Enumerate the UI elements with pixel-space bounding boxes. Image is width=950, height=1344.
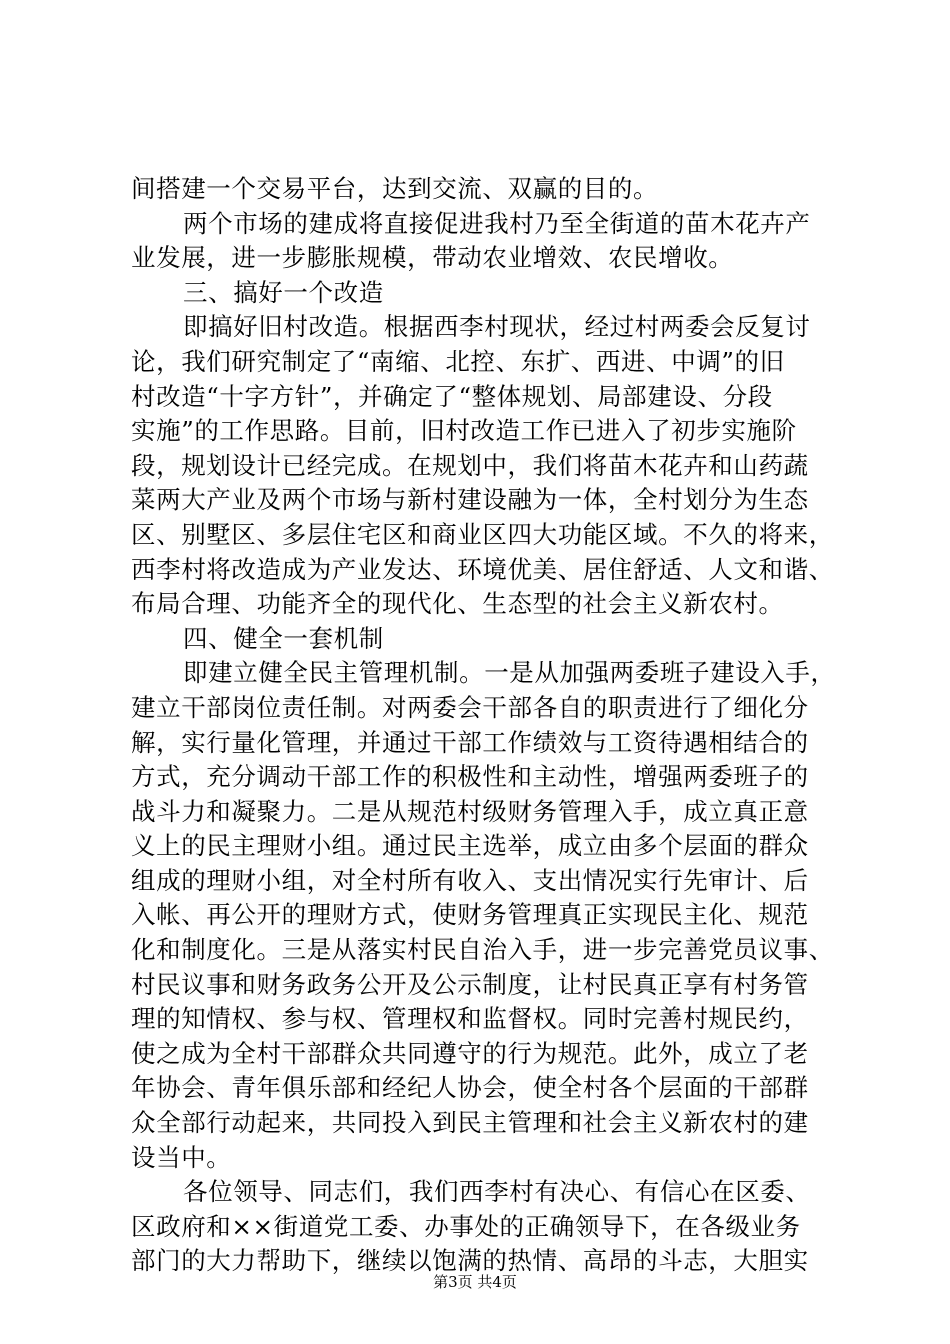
document-body [131,172,836,1279]
text-line: 即建立健全民主管理机制。一是从加强两委班子建设入手， [183,658,836,688]
text-line: 设当中。 [131,1142,232,1172]
text-line: 西李村将改造成为产业发达、环境优美、居住舒适、人文和谐、 [131,554,834,584]
text-line: 理的知情权、参与权、管理权和监督权。同时完善村规民约， [131,1004,809,1034]
text-line: 义上的民主理财小组。通过民主选举，成立由多个层面的群众 [131,831,809,861]
page-footer: 第3页 共4页 [433,1273,517,1291]
text-line: 建立干部岗位责任制。对两委会干部各自的职责进行了细化分 [131,692,809,722]
text-line: 间搭建一个交易平台，达到交流、双赢的目的。 [131,174,659,203]
text-line: 三、搞好一个改造 [183,277,384,307]
text-line: 区、别墅区、多层住宅区和商业区四大功能区域。不久的将来， [131,519,834,549]
text-line: 即搞好旧村改造。根据西李村现状，经过村两委会反复讨 [183,312,811,342]
text-line: 解，实行量化管理，并通过干部工作绩效与工资待遇相结合的 [131,727,809,757]
text-line: 入帐、再公开的理财方式，使财务管理真正实现民主化、规范 [131,900,809,930]
text-line: 四、健全一套机制 [183,623,384,653]
text-line: 战斗力和凝聚力。二是从规范村级财务管理入手，成立真正意 [131,796,809,826]
text-line: 两个市场的建成将直接促进我村乃至全街道的苗木花卉产 [183,208,811,238]
text-line: 段，规划设计已经完成。在规划中，我们将苗木花卉和山药蔬 [131,450,809,480]
text-line: 实施”的工作思路。目前，旧村改造工作已进入了初步实施阶 [131,416,797,446]
text-line: 年协会、青年俱乐部和经纪人协会，使全村各个层面的干部群 [131,1073,809,1103]
text-line: 菜两大产业及两个市场与新村建设融为一体，全村划分为生态 [131,485,809,515]
text-line: 论，我们研究制定了“南缩、北控、东扩、西进、中调”的旧 [131,346,785,376]
text-line: 业发展，进一步膨胀规模，带动农业增效、农民增收。 [131,243,734,273]
text-line: 各位领导、同志们，我们西李村有决心、有信心在区委、 [183,1177,811,1207]
text-line: 村民议事和财务政务公开及公示制度，让村民真正享有村务管 [131,969,809,999]
text-line: 使之成为全村干部群众共同遵守的行为规范。此外，成立了老 [131,1038,809,1068]
text-line: 化和制度化。三是从落实村民自治入手，进一步完善党员议事、 [131,935,834,965]
text-line: 部门的大力帮助下，继续以饱满的热情、高昂的斗志，大胆实 [131,1246,809,1276]
text-line: 区政府和××街道党工委、办事处的正确领导下，在各级业务 [131,1211,801,1241]
text-line: 村改造“十字方针”，并确定了“整体规划、局部建设、分段 [131,381,773,411]
text-line: 方式，充分调动干部工作的积极性和主动性，增强两委班子的 [131,762,809,792]
text-line: 布局合理、功能齐全的现代化、生态型的社会主义新农村。 [131,589,784,619]
text-line: 组成的理财小组，对全村所有收入、支出情况实行先审计、后 [131,865,809,895]
text-line: 众全部行动起来，共同投入到民主管理和社会主义新农村的建 [131,1108,809,1138]
